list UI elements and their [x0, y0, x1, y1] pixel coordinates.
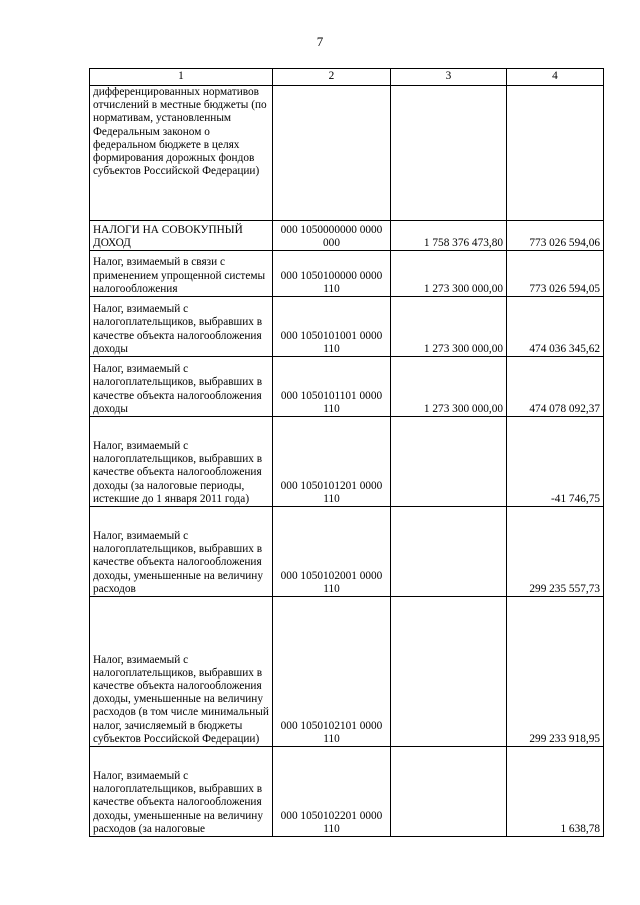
row-actual: 299 235 557,73	[507, 507, 604, 597]
header-row	[90, 69, 604, 86]
row-actual: 773 026 594,06	[507, 221, 604, 251]
row-plan: 1 273 300 000,00	[391, 251, 507, 297]
row-actual: 299 233 918,95	[507, 597, 604, 747]
row-code: 000 1050101001 0000 110	[273, 297, 391, 357]
table-row	[90, 507, 604, 597]
revenue-table	[89, 68, 604, 837]
row-plan: 1 273 300 000,00	[391, 357, 507, 417]
row-plan	[391, 507, 507, 597]
table-row	[90, 86, 604, 221]
row-actual: 773 026 594,05	[507, 251, 604, 297]
row-plan	[391, 747, 507, 837]
row-code: 000 1050101101 0000 110	[273, 357, 391, 417]
table-row	[90, 221, 604, 251]
table-row	[90, 251, 604, 297]
row-plan: 1 273 300 000,00	[391, 297, 507, 357]
row-code: 000 1050100000 0000 110	[273, 251, 391, 297]
row-code: 000 1050102001 0000 110	[273, 507, 391, 597]
table-row	[90, 417, 604, 507]
row-name: Налог, взимаемый с налогоплательщиков, выбравших в качестве объекта налогообложения доходы (за налоговые периоды, истекшие до 1 января 2011 года)	[90, 417, 273, 507]
row-name: Налог, взимаемый с налогоплательщиков, выбравших в качестве объекта налогообложения доходы	[90, 297, 273, 357]
row-name: Налог, взимаемый в связи с применением упрощенной системы налогообложения	[90, 251, 273, 297]
column-header: 1	[90, 69, 273, 86]
row-plan	[391, 417, 507, 507]
row-name: Налог, взимаемый с налогоплательщиков, выбравших в качестве объекта налогообложения доходы, уменьшенные на величину расходов (за налоговые	[90, 747, 273, 837]
row-code: 000 1050102201 0000 110	[273, 747, 391, 837]
row-actual: -41 746,75	[507, 417, 604, 507]
row-code: 000 1050000000 0000 000	[273, 221, 391, 251]
row-actual: 474 078 092,37	[507, 357, 604, 417]
table-row	[90, 597, 604, 747]
row-name: Налог, взимаемый с налогоплательщиков, выбравших в качестве объекта налогообложения доходы, уменьшенные на величину расходов (в том числе минимальный налог, зачисляемый в бюджеты субъектов Российской Федерации)	[90, 597, 273, 747]
row-name: НАЛОГИ НА СОВОКУПНЫЙ ДОХОД	[90, 221, 273, 251]
row-name: дифференцированных нормативов отчислений в местные бюджеты (по нормативам, установленным Федеральным законом о федеральном бюджете в целях формирования дорожных фондов субъектов Российской Федерации)	[90, 86, 273, 221]
row-code: 000 1050102101 0000 110	[273, 597, 391, 747]
row-plan	[391, 86, 507, 221]
row-name: Налог, взимаемый с налогоплательщиков, выбравших в качестве объекта налогообложения доходы, уменьшенные на величину расходов	[90, 507, 273, 597]
table-row	[90, 747, 604, 837]
row-actual: 1 638,78	[507, 747, 604, 837]
row-name: Налог, взимаемый с налогоплательщиков, выбравших в качестве объекта налогообложения доходы	[90, 357, 273, 417]
row-code	[273, 86, 391, 221]
column-header: 3	[391, 69, 507, 86]
table-row	[90, 357, 604, 417]
column-header: 4	[507, 69, 604, 86]
row-code: 000 1050101201 0000 110	[273, 417, 391, 507]
table-row	[90, 297, 604, 357]
row-plan	[391, 597, 507, 747]
row-actual	[507, 86, 604, 221]
row-plan: 1 758 376 473,80	[391, 221, 507, 251]
row-actual: 474 036 345,62	[507, 297, 604, 357]
page-number: 7	[316, 34, 324, 49]
column-header: 2	[273, 69, 391, 86]
